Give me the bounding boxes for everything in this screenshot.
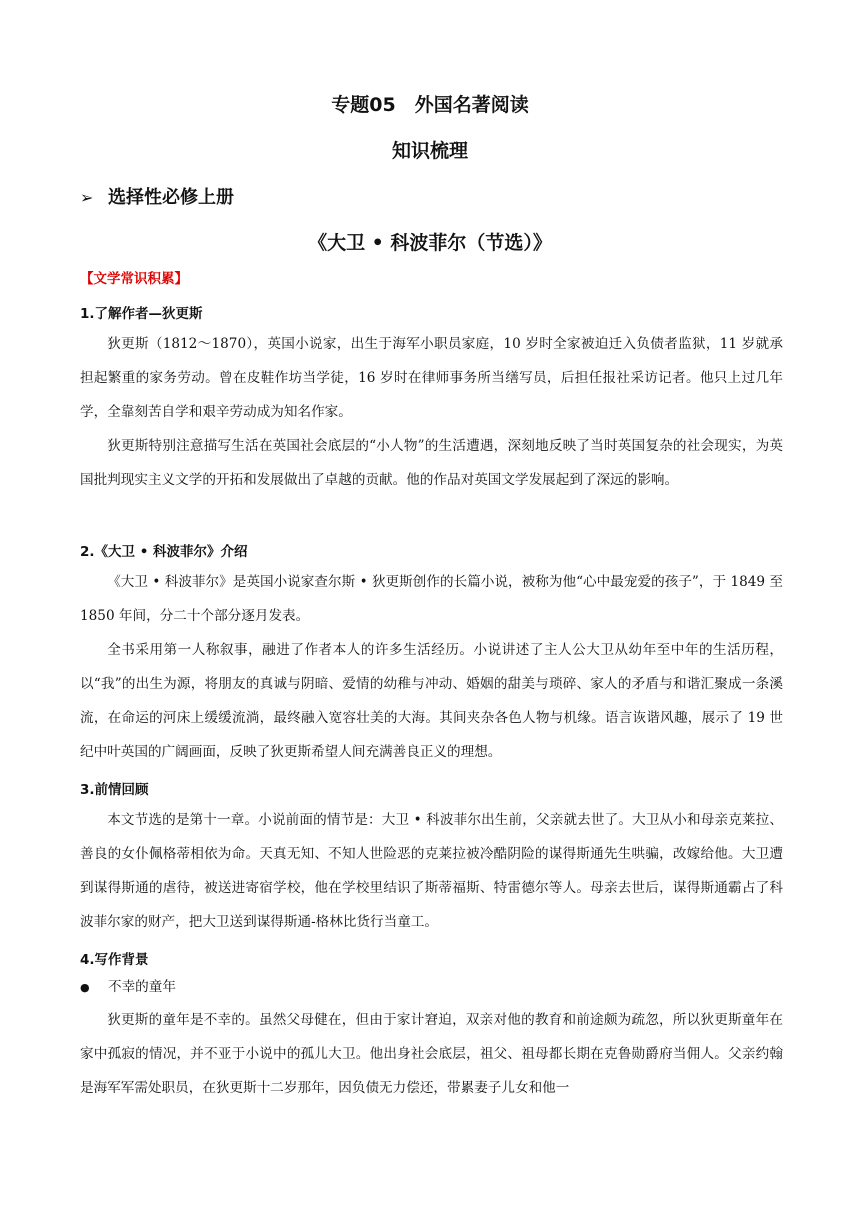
arrow-bullet-icon: ➢ [80,188,94,207]
paragraph-author-influence: 狄更斯特别注意描写生活在英国社会底层的“小人物”的生活遭遇，深刻地反映了当时英国复杂的社会现实，为英国批判现实主义文学的开拓和发展做出了卓越的贡献。他的作品对英国文学发展起到了深远的影响。 [80,438,783,488]
bullet-item [80,975,176,995]
bullet-dot-icon: ● [80,981,90,994]
document-subtitle: 知识梳理 [391,140,468,162]
section-heading [80,183,234,209]
paragraph-novel-publication: 《大卫 • 科波菲尔》是英国小说家查尔斯 • 狄更斯创作的长篇小说，被称为他“心中最宠爱的孩子”，于 1849 至 1850 年间，分二十个部分逐月发表。 [80,574,783,624]
category-tag: 【文学常识积累】 [80,271,188,287]
section-label: 选择性必修上册 [108,187,234,208]
paragraph-previous-plot: 本文节选的是第十一章。小说前面的情节是：大卫 • 科波菲尔出生前，父亲就去世了。大卫从小和母亲克莱拉、善良的女仆佩格蒂相依为命。天真无知、不知人世险恶的克莱拉被冷酷阴险的谋得斯通先生哄骗，改嫁给他。大卫遭到谋得斯通的虐待，被送进寄宿学校，他在学校里结识了斯蒂福斯、特雷德尔等人。母亲去世后，谋得斯通霸占了科波菲尔家的财产，把大卫送到谋得斯通-格林比货行当童工。 [80,812,783,930]
document-topic-title: 专题05 外国名著阅读 [331,94,529,116]
paragraph-background: 狄更斯的童年是不幸的。虽然父母健在，但由于家计窘迫，双亲对他的教育和前途颇为疏忽，所以狄更斯童年在家中孤寂的情况，并不亚于小说中的孤儿大卫。他出身社会底层，祖父、祖母都长期在克鲁勋爵府当佣人。父亲约翰是海军军需处职员，在狄更斯十二岁那年，因负债无力偿还，带累妻子儿女和他一 [80,1012,783,1096]
paragraph-author-bio: 狄更斯（1812～1870），英国小说家，出生于海军小职员家庭，10 岁时全家被迫迁入负债者监狱，11 岁就承担起繁重的家务劳动。曾在皮鞋作坊当学徒，16 岁时在律师事务所当缮写员，后担任报社采访记者。他只上过几年学，全靠刻苦自学和艰辛劳动成为知名作家。 [80,336,783,420]
work-title: 《大卫 • 科波菲尔（节选）》 [308,232,552,254]
paragraph-novel-summary: 全书采用第一人称叙事，融进了作者本人的许多生活经历。小说讲述了主人公大卫从幼年至中年的生活历程，以“我”的出生为源，将朋友的真诚与阴暗、爱情的幼稚与冲动、婚姻的甜美与琐碎、家人的矛盾与和谐汇聚成一条溪流，在命运的河床上缓缓流淌，最终融入宽容壮美的大海。其间夹杂各色人物与机缘。语言诙谐风趣，展示了 19 世纪中叶英国的广阔画面，反映了狄更斯希望人间充满善良正义的理想。 [80,642,783,760]
heading-novel-intro: 2.《大卫 • 科波菲尔》介绍 [80,544,248,560]
heading-background: 4.写作背景 [80,952,149,968]
heading-previous-plot: 3.前情回顾 [80,782,149,798]
heading-author: 1.了解作者—狄更斯 [80,306,203,322]
bullet-item-label: 不幸的童年 [108,979,176,995]
